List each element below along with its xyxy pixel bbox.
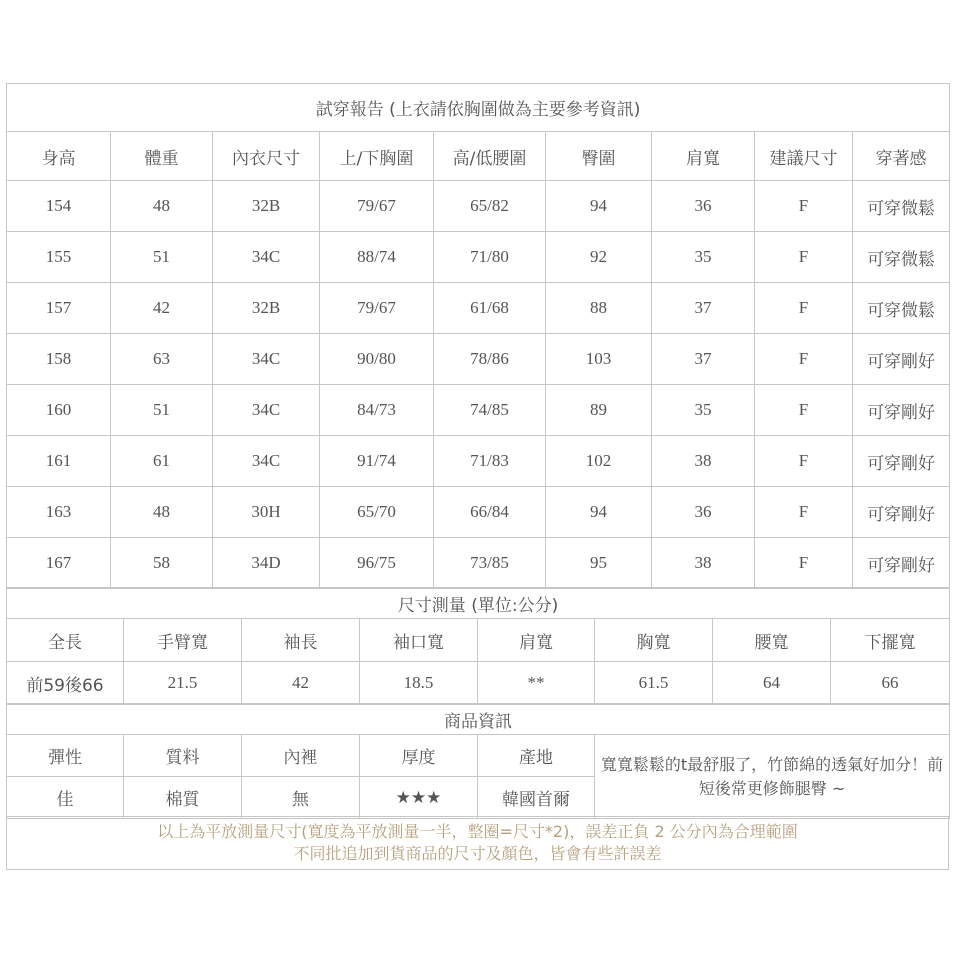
tryon-header-cell: 體重 — [111, 132, 213, 181]
tryon-cell: 71/80 — [434, 232, 546, 283]
tryon-cell: 61 — [111, 436, 213, 487]
tryon-cell: 34C — [213, 334, 320, 385]
tryon-cell: 167 — [7, 538, 111, 589]
tryon-cell: 36 — [652, 181, 755, 232]
tryon-row — [7, 436, 950, 487]
size-measure-value-cell: 前59後66 — [7, 662, 124, 705]
tryon-cell: F — [755, 385, 853, 436]
tryon-cell: 94 — [546, 487, 652, 538]
tryon-cell: 35 — [652, 385, 755, 436]
tryon-row — [7, 283, 950, 334]
tryon-header-row — [7, 132, 950, 181]
tryon-header-cell: 肩寬 — [652, 132, 755, 181]
tryon-cell: 58 — [111, 538, 213, 589]
tryon-cell: 78/86 — [434, 334, 546, 385]
tryon-cell: F — [755, 283, 853, 334]
size-measure-header-cell: 袖口寬 — [360, 619, 478, 662]
tryon-header-cell: 臀圍 — [546, 132, 652, 181]
tryon-cell: 95 — [546, 538, 652, 589]
note-line-1: 以上為平放測量尺寸(寬度為平放測量一半，整圈=尺寸*2)，誤差正負 2 公分內為合理範圍 — [157, 822, 798, 841]
size-measure-header-cell: 全長 — [7, 619, 124, 662]
tryon-cell: 89 — [546, 385, 652, 436]
tryon-row — [7, 232, 950, 283]
tryon-cell: 34C — [213, 232, 320, 283]
product-info-header-cell: 產地 — [478, 735, 595, 777]
tryon-cell: 可穿剛好 — [853, 385, 950, 436]
tryon-header-cell: 高/低腰圍 — [434, 132, 546, 181]
tryon-cell: 可穿剛好 — [853, 334, 950, 385]
size-measure-header-cell: 袖長 — [242, 619, 360, 662]
notes-table — [6, 816, 949, 870]
product-info-header-cell: 內裡 — [242, 735, 360, 777]
tryon-cell: F — [755, 538, 853, 589]
tryon-cell: 155 — [7, 232, 111, 283]
size-measure-header-cell: 下擺寬 — [831, 619, 950, 662]
tryon-cell: 34D — [213, 538, 320, 589]
tryon-cell: 161 — [7, 436, 111, 487]
size-measure-table — [6, 587, 950, 705]
tryon-cell: 66/84 — [434, 487, 546, 538]
product-info-table — [6, 703, 950, 819]
tryon-cell: F — [755, 487, 853, 538]
tryon-cell: F — [755, 436, 853, 487]
product-info-header-cell: 質料 — [124, 735, 242, 777]
size-measure-values-row — [7, 662, 950, 705]
size-measure-title: 尺寸測量 (單位:公分) — [7, 588, 950, 619]
tryon-header-cell: 穿著感 — [853, 132, 950, 181]
product-info-value-cell: ★★★ — [360, 777, 478, 819]
tryon-cell: 91/74 — [320, 436, 434, 487]
size-measure-value-cell: 64 — [713, 662, 831, 705]
product-info-value-cell: 棉質 — [124, 777, 242, 819]
tryon-cell: 92 — [546, 232, 652, 283]
tryon-cell: 34C — [213, 436, 320, 487]
tryon-cell: 63 — [111, 334, 213, 385]
tryon-cell: 42 — [111, 283, 213, 334]
tryon-cell: 103 — [546, 334, 652, 385]
tryon-cell: F — [755, 181, 853, 232]
size-measure-header-cell: 手臂寬 — [124, 619, 242, 662]
tryon-cell: 可穿微鬆 — [853, 283, 950, 334]
tryon-cell: 88/74 — [320, 232, 434, 283]
tryon-cell: 94 — [546, 181, 652, 232]
tryon-header-cell: 身高 — [7, 132, 111, 181]
tryon-cell: 88 — [546, 283, 652, 334]
size-measure-header-cell: 腰寬 — [713, 619, 831, 662]
tryon-row — [7, 487, 950, 538]
tryon-report-table — [6, 83, 950, 589]
product-info-header-row — [7, 735, 950, 777]
tryon-cell: 可穿微鬆 — [853, 181, 950, 232]
tryon-cell: 96/75 — [320, 538, 434, 589]
tryon-cell: 32B — [213, 181, 320, 232]
tryon-cell: 可穿剛好 — [853, 538, 950, 589]
tryon-cell: 51 — [111, 232, 213, 283]
tryon-cell: 163 — [7, 487, 111, 538]
size-measure-value-cell: 21.5 — [124, 662, 242, 705]
size-measure-value-cell: 18.5 — [360, 662, 478, 705]
tryon-cell: F — [755, 334, 853, 385]
tryon-cell: 160 — [7, 385, 111, 436]
tryon-cell: 38 — [652, 538, 755, 589]
tryon-cell: 74/85 — [434, 385, 546, 436]
tryon-cell: 79/67 — [320, 181, 434, 232]
size-measure-value-cell: 42 — [242, 662, 360, 705]
tryon-cell: 51 — [111, 385, 213, 436]
size-measure-value-cell: ** — [478, 662, 595, 705]
tryon-cell: 73/85 — [434, 538, 546, 589]
tryon-cell: 65/70 — [320, 487, 434, 538]
tryon-header-cell: 上/下胸圍 — [320, 132, 434, 181]
tryon-report-title: 試穿報告 (上衣請依胸圍做為主要參考資訊) — [7, 84, 950, 132]
product-info-header-cell: 彈性 — [7, 735, 124, 777]
tryon-cell: 32B — [213, 283, 320, 334]
product-description: 寬寬鬆鬆的t最舒服了，竹節綿的透氣好加分！前短後常更修飾腿臀 ~ — [595, 735, 950, 819]
tryon-cell: 37 — [652, 283, 755, 334]
tryon-cell: 34C — [213, 385, 320, 436]
tryon-cell: 84/73 — [320, 385, 434, 436]
tryon-row — [7, 385, 950, 436]
tryon-cell: 48 — [111, 487, 213, 538]
size-measure-header-cell: 肩寬 — [478, 619, 595, 662]
tryon-cell: 61/68 — [434, 283, 546, 334]
tryon-cell: 158 — [7, 334, 111, 385]
tryon-cell: 37 — [652, 334, 755, 385]
tryon-cell: 71/83 — [434, 436, 546, 487]
product-info-value-cell: 韓國首爾 — [478, 777, 595, 819]
tryon-cell: 35 — [652, 232, 755, 283]
notes-cell — [7, 817, 949, 870]
size-measure-value-cell: 66 — [831, 662, 950, 705]
tryon-header-cell: 內衣尺寸 — [213, 132, 320, 181]
tryon-cell: 可穿剛好 — [853, 436, 950, 487]
tryon-row — [7, 334, 950, 385]
tryon-cell: F — [755, 232, 853, 283]
tryon-row — [7, 181, 950, 232]
product-info-value-cell: 佳 — [7, 777, 124, 819]
product-info-value-cell: 無 — [242, 777, 360, 819]
tryon-cell: 30H — [213, 487, 320, 538]
tryon-cell: 可穿剛好 — [853, 487, 950, 538]
tryon-cell: 102 — [546, 436, 652, 487]
tryon-cell: 36 — [652, 487, 755, 538]
tryon-cell: 90/80 — [320, 334, 434, 385]
size-measure-value-cell: 61.5 — [595, 662, 713, 705]
tryon-cell: 可穿微鬆 — [853, 232, 950, 283]
tryon-cell: 157 — [7, 283, 111, 334]
tryon-cell: 79/67 — [320, 283, 434, 334]
size-measure-header-row — [7, 619, 950, 662]
tryon-cell: 38 — [652, 436, 755, 487]
size-measure-header-cell: 胸寬 — [595, 619, 713, 662]
product-info-title: 商品資訊 — [7, 704, 950, 735]
tryon-cell: 48 — [111, 181, 213, 232]
note-line-2: 不同批追加到貨商品的尺寸及顏色，皆會有些許誤差 — [293, 844, 662, 863]
tryon-header-cell: 建議尺寸 — [755, 132, 853, 181]
tryon-body — [7, 181, 950, 589]
tryon-cell: 154 — [7, 181, 111, 232]
product-info-header-cell: 厚度 — [360, 735, 478, 777]
tryon-cell: 65/82 — [434, 181, 546, 232]
tryon-row — [7, 538, 950, 589]
